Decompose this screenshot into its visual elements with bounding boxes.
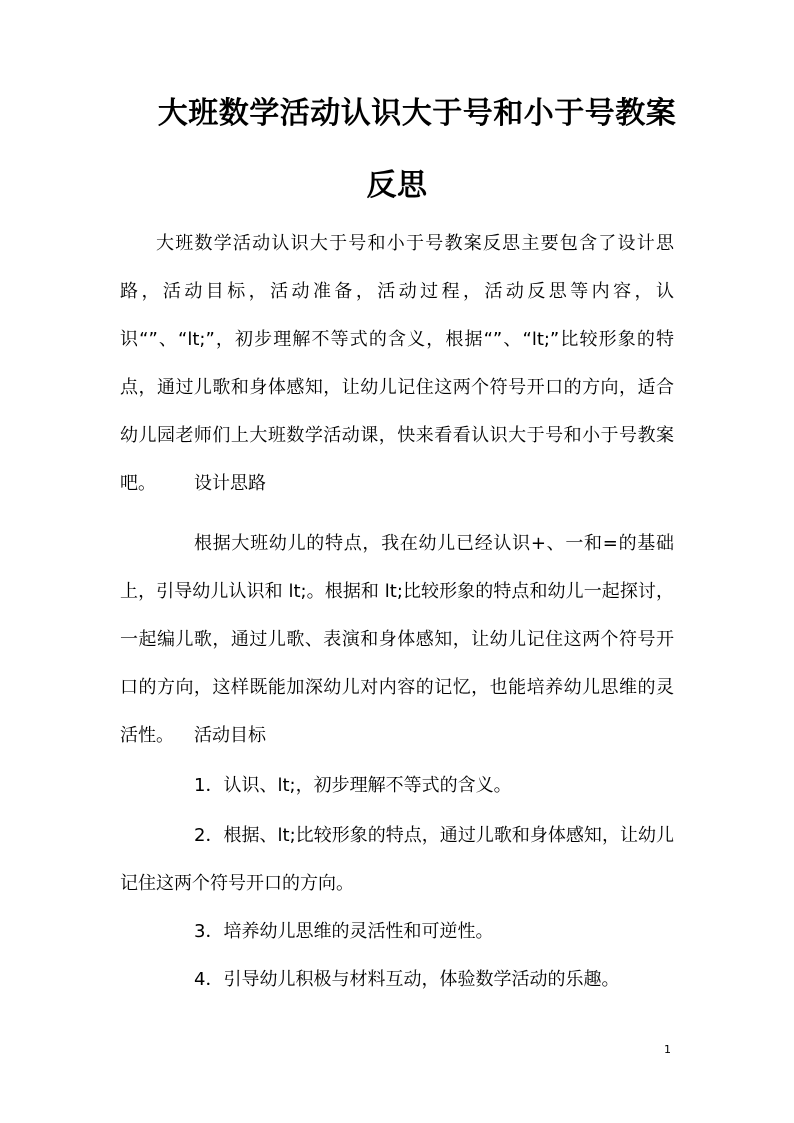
goal-item-4: 4．引导幼儿积极与材料互动，体验数学活动的乐趣。 (194, 969, 620, 990)
section-heading-goals: 活动目标 (194, 725, 266, 746)
intro-paragraph: 大班数学活动认识大于号和小于号教案反思主要包含了设计思路，活动目标，活动准备，活动过程，活动反思等内容，认识“”、“lt;”，初步理解不等式的含义，根据“”、“lt;”比较形象的特点，通过儿歌和身体感知，让幼儿记住这两个符号开口的方向，适合幼儿园老师们上大班数学活动课，快来看看认识大于号和小于号教案吧。 (120, 233, 674, 494)
page-number: 1 (664, 1043, 671, 1056)
design-paragraph: 根据大班幼儿的特点，我在幼儿已经认识+、一和=的基础上，引导幼儿认识和 lt;。根据和 lt;比较形象的特点和幼儿一起探讨，一起编儿歌，通过儿歌、表演和身体感知，让幼儿记住这两个符号开口的方向，这样既能加深幼儿对内容的记忆，也能培养幼儿思维的灵活性。 (120, 533, 674, 746)
goal-item-3: 3．培养幼儿思维的灵活性和可逆性。 (194, 921, 494, 942)
goal-item-1: 1．认识、lt;，初步理解不等式的含义。 (194, 775, 512, 796)
goal-item-2: 2．根据、lt;比较形象的特点，通过儿歌和身体感知，让幼儿记住这两个符号开口的方向。 (120, 825, 674, 894)
section-heading-design: 设计思路 (194, 473, 266, 494)
document-title-line-1: 大班数学活动认识大于号和小于号教案 (157, 96, 677, 131)
document-title-line-2: 反思 (366, 168, 428, 203)
